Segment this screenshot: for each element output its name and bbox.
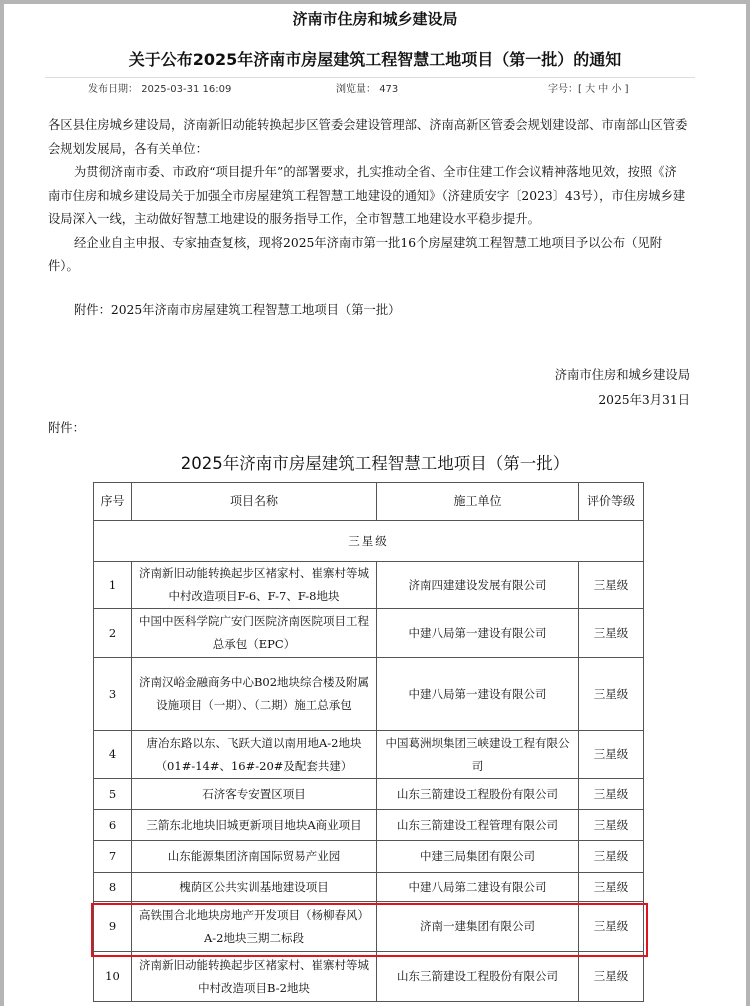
publish-date [88, 80, 231, 95]
cell-project-name: 石济客专安置区项目 [132, 779, 377, 810]
publish-value: 2025-03-31 16:09 [141, 84, 232, 95]
table-row [94, 841, 644, 873]
cell-contractor: 中建八局第二建设有限公司 [377, 873, 579, 902]
cell-contractor: 山东三箭建设工程股份有限公司 [377, 779, 579, 810]
table-row [94, 658, 644, 731]
table-row [94, 810, 644, 841]
cell-contractor: 济南一建集团有限公司 [377, 902, 579, 952]
cell-seq: 8 [94, 873, 132, 902]
cell-contractor: 山东三箭建设工程股份有限公司 [377, 952, 579, 1002]
publish-label: 发布日期： [88, 84, 138, 95]
attachment-label: 附件： [48, 421, 85, 435]
section-label: 三星级 [94, 521, 644, 562]
cell-seq: 10 [94, 952, 132, 1002]
cell-contractor: 中建三局集团有限公司 [377, 841, 579, 873]
table-row [94, 873, 644, 902]
attachment-link[interactable]: 附件：2025年济南市房屋建筑工程智慧工地项目（第一批） [74, 303, 401, 317]
signature: 济南市住房和城乡建设局 [554, 368, 690, 382]
cell-contractor: 济南四建建设发展有限公司 [377, 562, 579, 609]
cell-rating: 三星级 [579, 810, 644, 841]
cell-rating: 三星级 [579, 873, 644, 902]
cell-seq: 3 [94, 658, 132, 731]
table-row [94, 902, 644, 952]
cell-rating: 三星级 [579, 841, 644, 873]
table-row [94, 731, 644, 779]
cell-seq: 9 [94, 902, 132, 952]
salutation: 各区县住房城乡建设局，济南新旧动能转换起步区管委会建设管理部、济南高新区管委会规划建设部、市南部山区管委会规划发展局，各有关单位： [48, 118, 688, 156]
cell-project-name: 槐荫区公共实训基地建设项目 [132, 873, 377, 902]
header-rating: 评价等级 [579, 483, 644, 521]
signature-date: 2025年3月31日 [598, 393, 690, 407]
divider [45, 77, 695, 78]
project-table [93, 482, 644, 1002]
views-value: 473 [379, 84, 399, 95]
cell-contractor: 山东三箭建设工程管理有限公司 [377, 810, 579, 841]
table-row [94, 609, 644, 658]
header-contractor: 施工单位 [377, 483, 579, 521]
cell-rating: 三星级 [579, 902, 644, 952]
cell-project-name: 济南新旧动能转换起步区褚家村、崔寨村等城中村改造项目F-6、F-7、F-8地块 [132, 562, 377, 609]
table-row [94, 779, 644, 810]
cell-project-name: 济南汉峪金融商务中心B02地块综合楼及附属设施项目（一期）、（二期）施工总承包 [132, 658, 377, 731]
cell-rating: 三星级 [579, 609, 644, 658]
header-project: 项目名称 [132, 483, 377, 521]
cell-seq: 7 [94, 841, 132, 873]
cell-project-name: 济南新旧动能转换起步区褚家村、崔寨村等城中村改造项目B-2地块 [132, 952, 377, 1002]
cell-contractor: 中国葛洲坝集团三峡建设工程有限公司 [377, 731, 579, 779]
cell-project-name: 山东能源集团济南国际贸易产业园 [132, 841, 377, 873]
font-size-options[interactable]: [ 大 中 小 ] [578, 84, 629, 95]
cell-rating: 三星级 [579, 731, 644, 779]
cell-seq: 1 [94, 562, 132, 609]
cell-contractor: 中建八局第一建设有限公司 [377, 609, 579, 658]
cell-seq: 5 [94, 779, 132, 810]
table-header [94, 483, 644, 521]
paragraph-1: 为贯彻济南市委、市政府“项目提升年”的部署要求，扎实推动全省、全市住建工作会议精神落地见效，按照《济南市住房和城乡建设局关于加强全市房屋建筑工程智慧工地建设的通知》（济建质安字〔2023〕43号），市住房城乡建设局深入一线，主动做好智慧工地建设的服务指导工作，全市智慧工地建设水平稳步提升。 [48, 165, 686, 226]
font-label: 字号： [548, 84, 578, 95]
paragraph-2: 经企业自主申报、专家抽查复核，现将2025年济南市第一批16个房屋建筑工程智慧工地项目予以公布（见附件）。 [48, 235, 663, 273]
views-label: 浏览量： [336, 84, 376, 95]
table-title: 2025年济南市房屋建筑工程智慧工地项目（第一批） [180, 454, 570, 473]
font-size-control [548, 80, 629, 95]
cell-seq: 6 [94, 810, 132, 841]
cell-rating: 三星级 [579, 562, 644, 609]
table-row [94, 952, 644, 1002]
cell-project-name: 高铁围合北地块房地产开发项目（杨柳春风）A-2地块三期二标段 [132, 902, 377, 952]
cell-project-name: 唐冶东路以东、飞跃大道以南用地A-2地块（01#-14#、16#-20#及配套共建） [132, 731, 377, 779]
cell-rating: 三星级 [579, 779, 644, 810]
section-row [94, 521, 644, 562]
cell-rating: 三星级 [579, 952, 644, 1002]
page-title: 关于公布2025年济南市房屋建筑工程智慧工地项目（第一批）的通知 [128, 50, 622, 69]
cell-contractor: 中建八局第一建设有限公司 [377, 658, 579, 731]
table-row [94, 562, 644, 609]
org-name: 济南市住房和城乡建设局 [292, 10, 458, 28]
cell-project-name: 中国中医科学院广安门医院济南医院项目工程总承包（EPC） [132, 609, 377, 658]
notice-body [48, 114, 688, 279]
cell-seq: 2 [94, 609, 132, 658]
header-seq: 序号 [94, 483, 132, 521]
view-count [336, 80, 398, 95]
cell-project-name: 三箭东北地块旧城更新项目地块A商业项目 [132, 810, 377, 841]
cell-rating: 三星级 [579, 658, 644, 731]
cell-seq: 4 [94, 731, 132, 779]
